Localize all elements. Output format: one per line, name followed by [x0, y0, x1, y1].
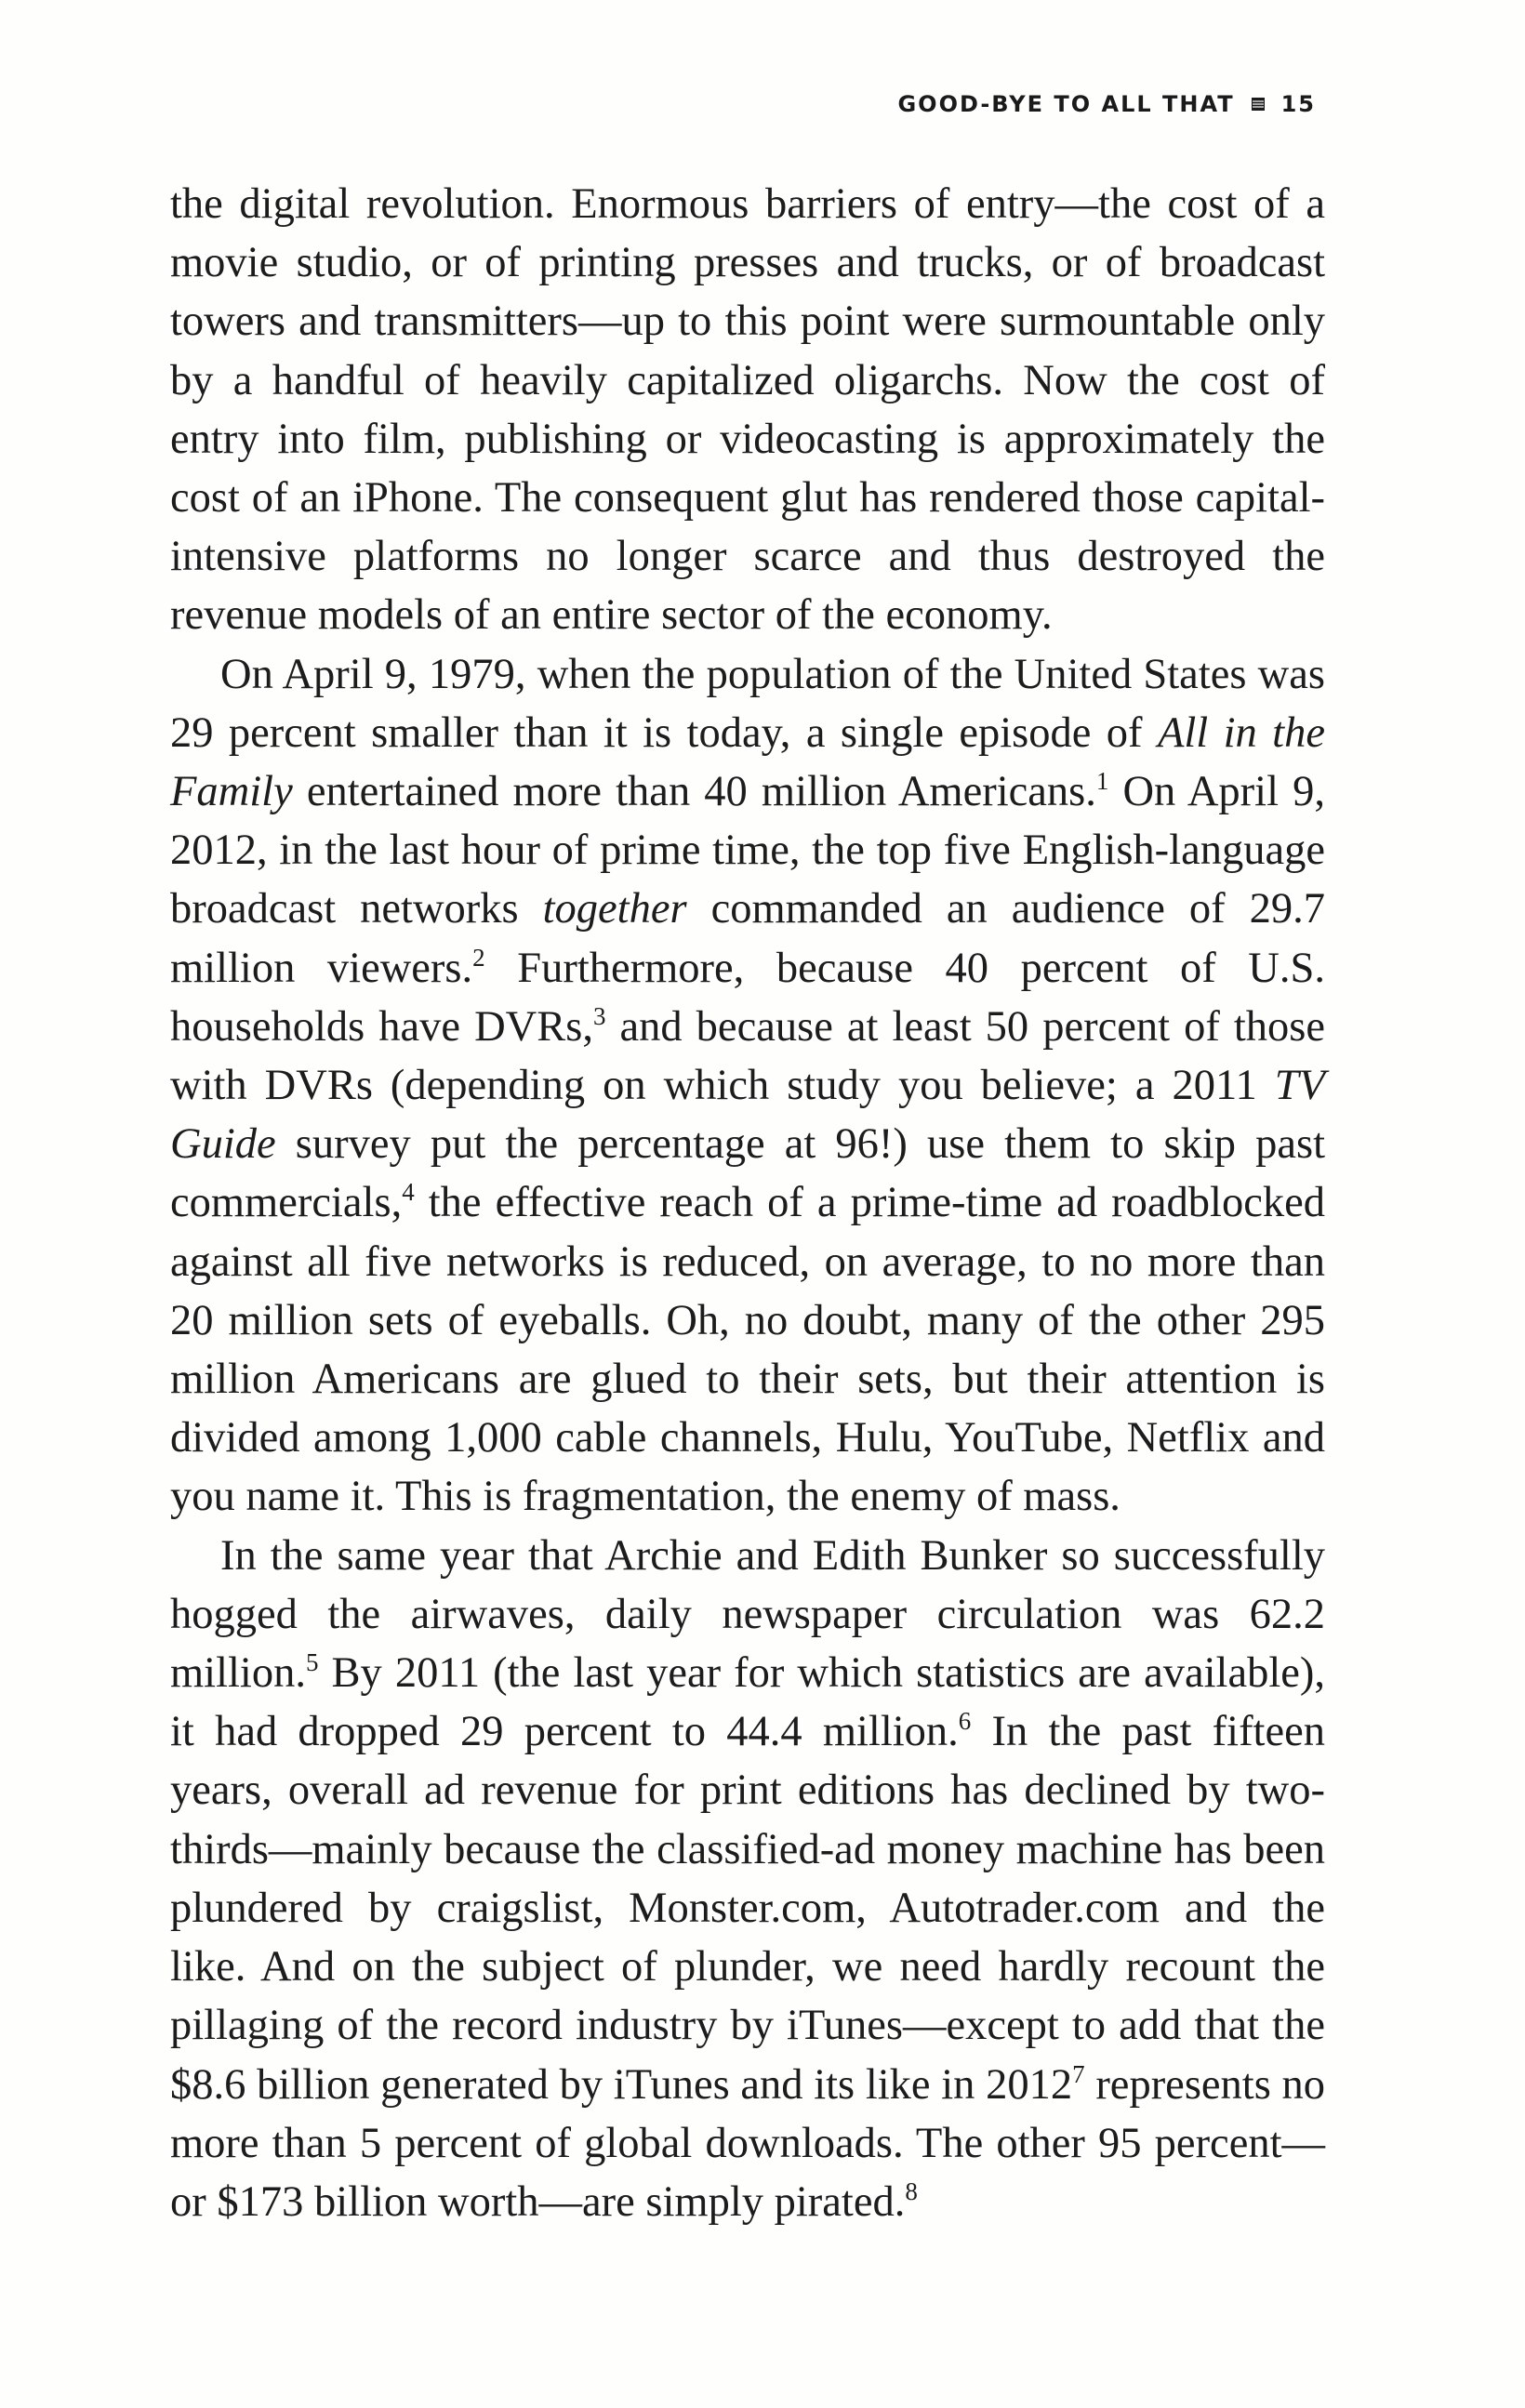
text-run: Furthermore, because 40 percent of U.S. households have DVRs, — [170, 944, 1325, 1051]
text-run: commanded an audience of 29.7 million viewers. — [170, 885, 1326, 992]
text-run: survey put the percentage at 96!) use them to skip past commercials, — [170, 1120, 1325, 1227]
footnote-ref-5: 5 — [305, 1648, 319, 1677]
footnote-ref-6: 6 — [958, 1707, 972, 1736]
text-run: and because at least 50 percent of those with DVRs (depending on which study you believe; a 2011 — [170, 1002, 1325, 1110]
running-title: GOOD-BYE TO ALL THAT — [897, 91, 1235, 117]
text-run: represents no more than 5 percent of global downloads. The other 95 percent—or $173 billion worth—are simply pirated. — [170, 2060, 1326, 2226]
text-run: In the past fifteen years, overall ad revenue for print editions has declined by two-thirds—mainly because the classified-ad money machine has been plundered by craigslist, Monster.com, Autotrader.com and the like. And on the subject of plunder, we need hardly recount the pillaging of the record industry by iTunes—except to add that the $8.6 billion generated by iTunes and its like in 2012 — [170, 1708, 1325, 2109]
text-run: entertained more than 40 million Americans. — [292, 768, 1096, 816]
emphasis-together: together — [542, 885, 687, 933]
ornament-icon — [1252, 98, 1265, 111]
footnote-ref-1: 1 — [1095, 767, 1109, 796]
running-head — [897, 91, 1316, 117]
text-run: On April 9, 1979, when the population of the United States was 29 percent smaller than it is today, a single episode of — [170, 650, 1325, 757]
footnote-ref-2: 2 — [472, 943, 485, 972]
text-run: the effective reach of a prime-time ad roadblocked against all five networks is reduced, on average, to no more than 20 million sets of eyeballs. Oh, no doubt, many of the other 295 million Americans are glued to their sets, but their attention is divided among 1,000 cable channels, Hulu, YouTube, Netflix and you name it. This is fragmentation, the enemy of mass. — [170, 1179, 1325, 1521]
magazine-title: TV Guide — [170, 1062, 1325, 1169]
footnote-ref-7: 7 — [1072, 2059, 1085, 2088]
paragraph-1: the digital revolution. Enormous barriers of entry—the cost of a movie studio, or of printing presses and trucks, or of broadcast towers and transmitters—up to this point were surmountable only by a handful of heavily capitalized oligarchs. Now the cost of entry into film, publishing or videocasting is approximately the cost of an iPhone. The consequent glut has rendered those capital-intensive platforms no longer scarce and thus destroyed the revenue models of an entire sector of the economy. — [170, 180, 1325, 640]
body-text — [170, 175, 1325, 2231]
text-run: By 2011 (the last year for which statistics are available), it had dropped 29 percent to 44.4 million. — [170, 1649, 1325, 1756]
paragraph-2 — [170, 645, 1325, 1527]
page-number: 15 — [1280, 91, 1316, 117]
text-run: In the same year that Archie and Edith Bunker so successfully hogged the airwaves, daily newspaper circulation was 62.2 million. — [170, 1531, 1325, 1698]
paragraph-3 — [170, 1527, 1325, 2231]
text-run: On April 9, 2012, in the last hour of prime time, the top five English-language broadcast networks — [170, 768, 1325, 933]
show-title: All in the Family — [170, 708, 1325, 816]
footnote-ref-3: 3 — [592, 1001, 606, 1030]
footnote-ref-8: 8 — [905, 2176, 918, 2205]
footnote-ref-4: 4 — [402, 1178, 415, 1207]
